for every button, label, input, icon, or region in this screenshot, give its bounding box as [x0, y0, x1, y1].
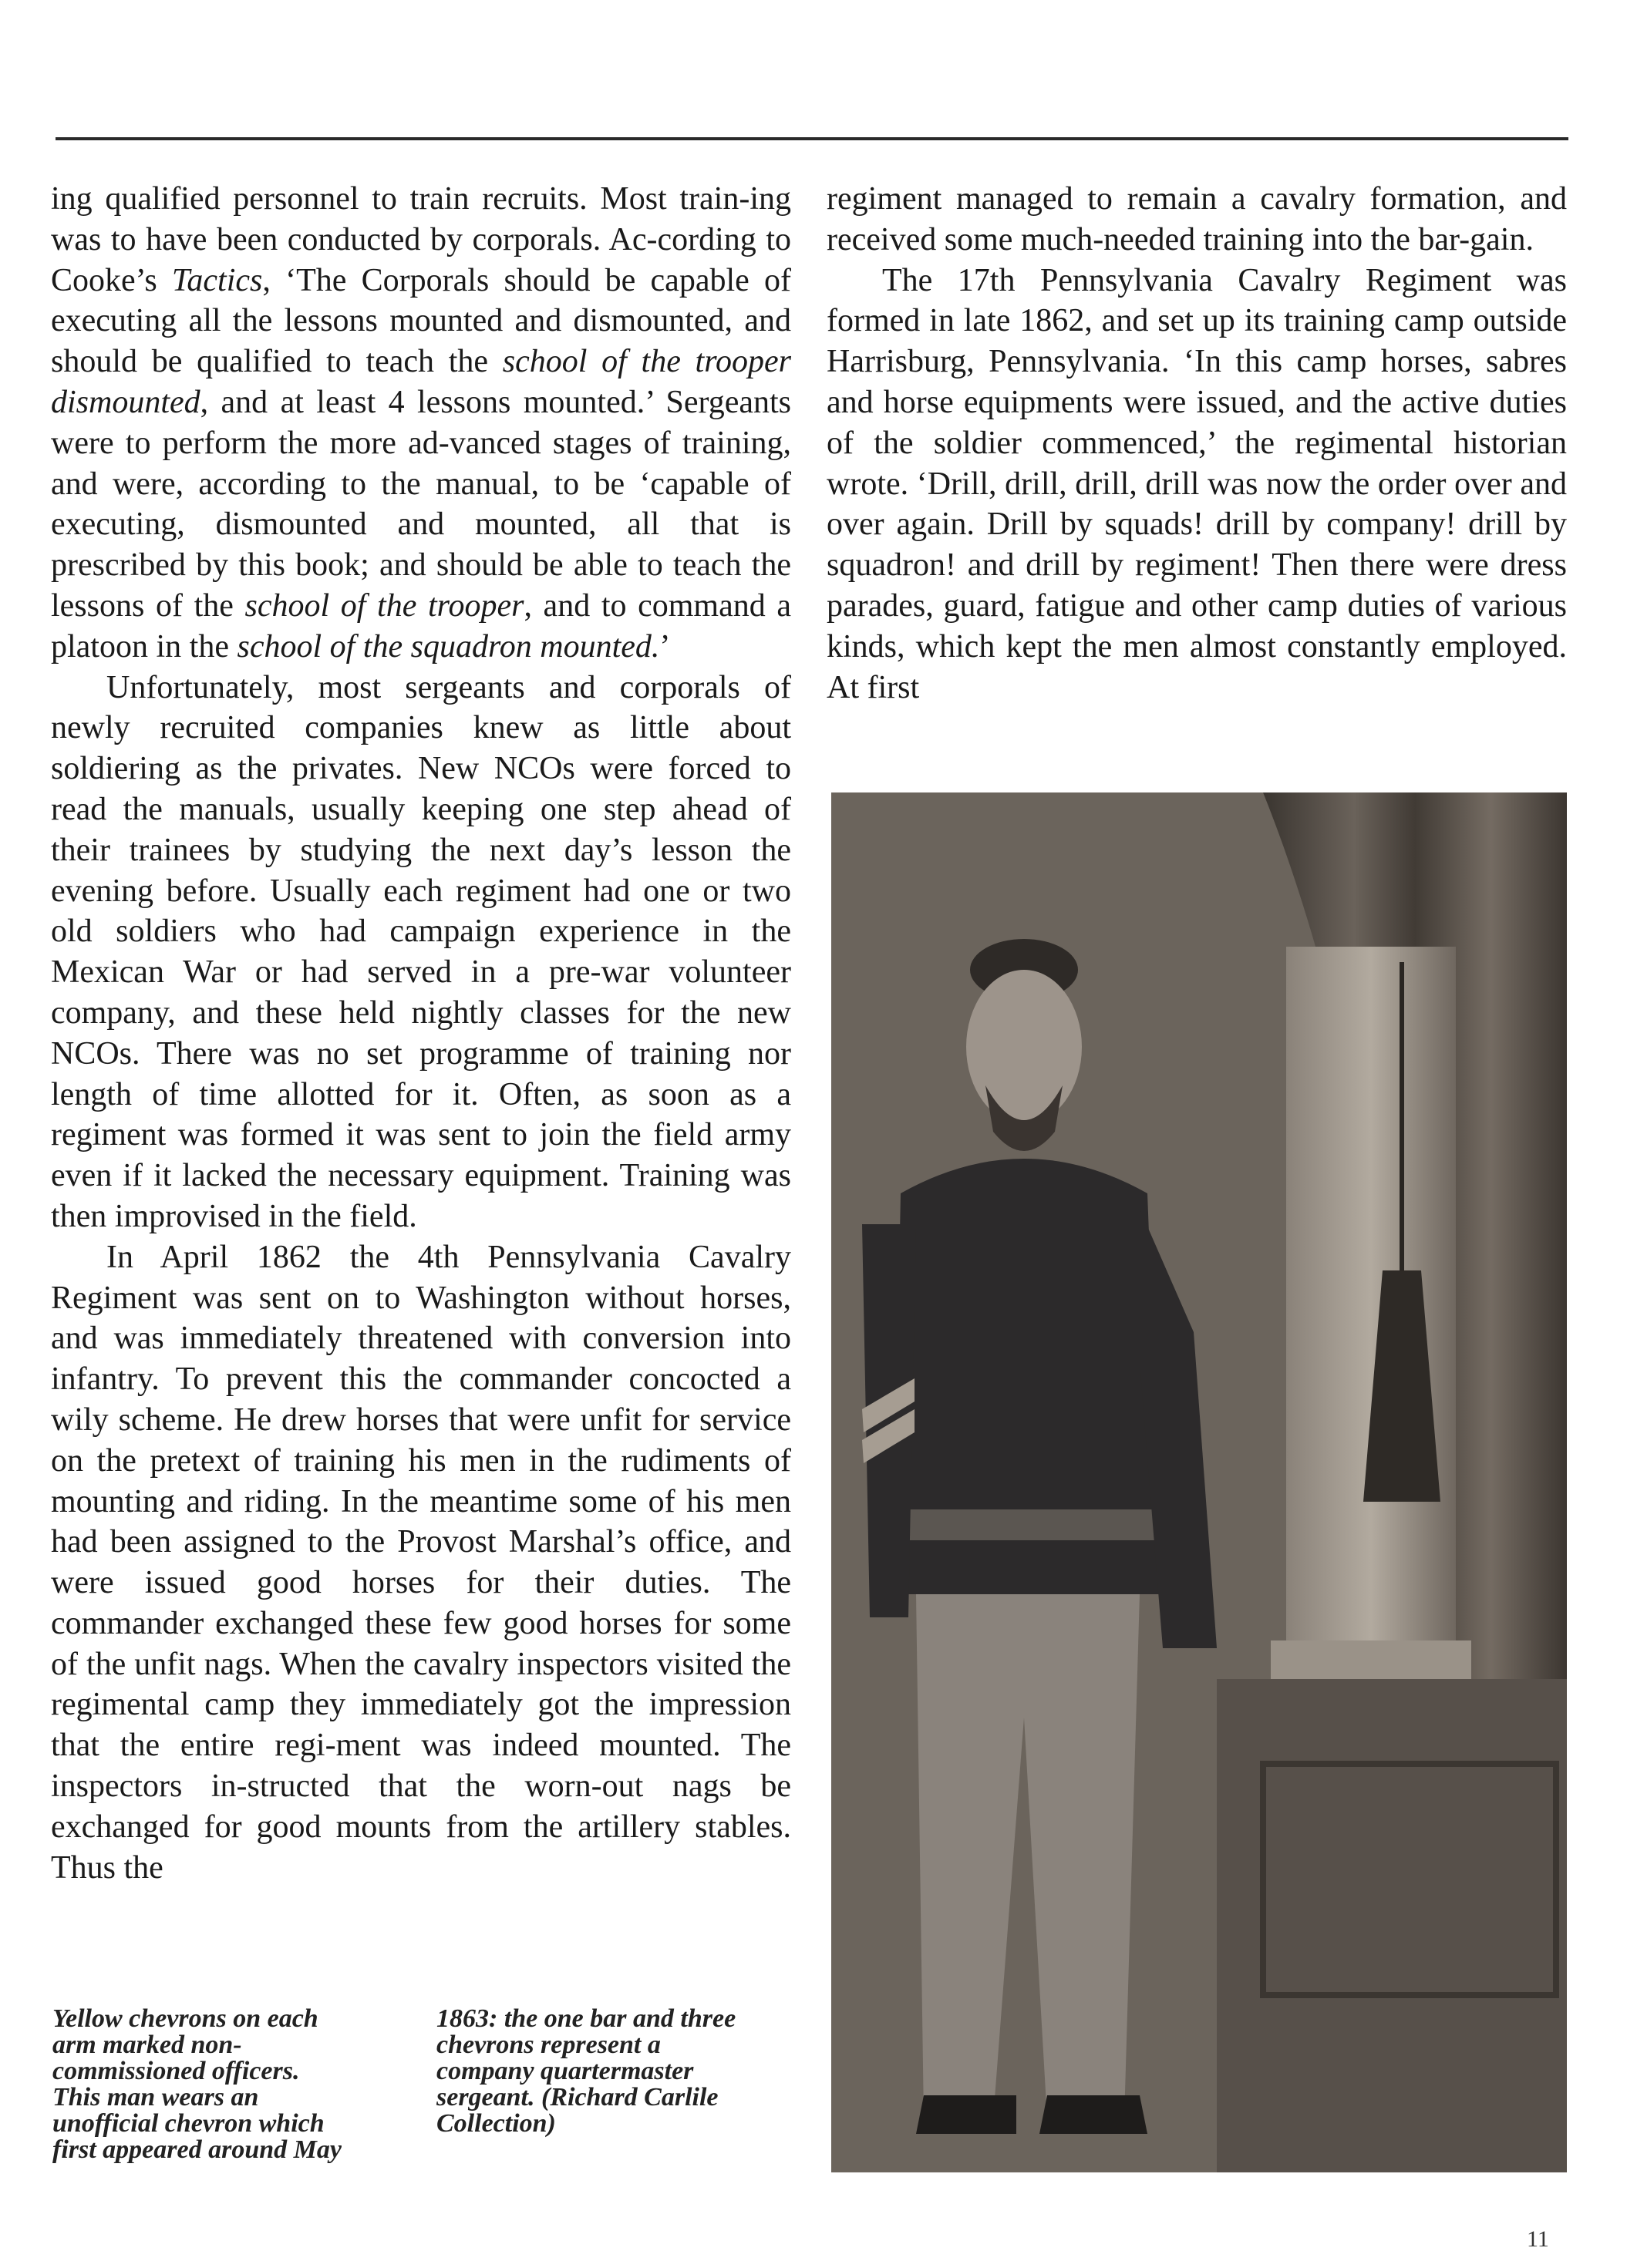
caption-line: sergeant. (Richard Carlile	[436, 2083, 719, 2112]
right-text-column	[827, 179, 1567, 708]
paragraph: In April 1862 the 4th Pennsylvania Cavalry Regiment was sent on to Washington without horses, and was immediately threatened with conversion into infantry. To prevent this the commander concocted a wily scheme. He drew horses that were unfit for service on the pretext of training his men in the rudiments of mounting and riding. In the meantime some of his men had been assigned to the Provost Marshal’s office, and were issued good horses for their duties. The commander exchanged these few good horses for some of the unfit nags. When the cavalry inspectors visited the regimental camp they immediately got the impression that the entire regi-ment was indeed mounted. The inspectors in-structed that the worn-out nags be exchanged for good mounts from the artillery stables. Thus the	[51, 1239, 791, 1886]
photo-caption-left	[52, 2006, 407, 2163]
paragraph: ing qualified personnel to train recruits. Most train-ing was to have been conducted by corporals. Ac-cording to Cooke’s Tactics, ‘The Corporals should be capable of executing all the lessons mounted and dismounted, and should be qualified to teach the school of the trooper dismounted, and at least 4 lessons mounted.’ Sergeants were to perform the more ad-vanced stages of training, and were, according to the manual, to be ‘capable of executing, dismounted and mounted, all that is prescribed by this book; and should be able to teach the lessons of the school of the trooper, and to command a platoon in the school of the squadron mounted.’	[51, 181, 791, 665]
caption-line: commissioned officers.	[52, 2057, 300, 2085]
caption-line: company quartermaster	[436, 2057, 694, 2085]
caption-line: first appeared around May	[52, 2135, 342, 2164]
paragraph: The 17th Pennsylvania Cavalry Regiment was formed in late 1862, and set up its training camp outside Harrisburg, Pennsylvania. ‘In this camp horses, sabres and horse equipments were issued, and the active duties of the soldier commenced,’ the regimental historian wrote. ‘Drill, drill, drill, drill was now the order over and over again. Drill by squads! drill by company! drill by squadron! and drill by regiment! Then there were dress parades, guard, fatigue and other camp duties of various kinds, which kept the men almost constantly employed. At first	[827, 262, 1567, 705]
caption-line: Collection)	[436, 2109, 556, 2138]
photo-caption-right	[436, 2006, 799, 2137]
header-rule	[56, 137, 1568, 140]
paragraph: Unfortunately, most sergeants and corporals of newly recruited companies knew as little about soldiering as the privates. New NCOs were forced to read the manuals, usually keeping one step ahead of their trainees by studying the next day’s lesson the evening before. Usually each regiment had one or two old soldiers who had campaign experience in the Mexican War or had served in a pre-war volunteer company, and these held nightly classes for the new NCOs. There was no set programme of training nor length of time allotted for it. Often, as soon as a regiment was formed it was sent to join the field army even if it lacked the necessary equipment. Training was then improvised in the field.	[51, 669, 791, 1234]
caption-line: unofficial chevron which	[52, 2109, 325, 2138]
caption-line: Yellow chevrons on each	[52, 2004, 318, 2033]
left-text-column	[51, 179, 791, 1888]
paragraph: regiment managed to remain a cavalry formation, and received some much-needed training into the bar-gain.	[827, 181, 1567, 257]
caption-line: arm marked non-	[52, 2031, 242, 2059]
soldier-photograph	[831, 792, 1567, 2172]
caption-line: 1863: the one bar and three	[436, 2004, 736, 2033]
page-number: 11	[1527, 2226, 1549, 2252]
caption-line: chevrons represent a	[436, 2031, 661, 2059]
caption-line: This man wears an	[52, 2083, 259, 2112]
